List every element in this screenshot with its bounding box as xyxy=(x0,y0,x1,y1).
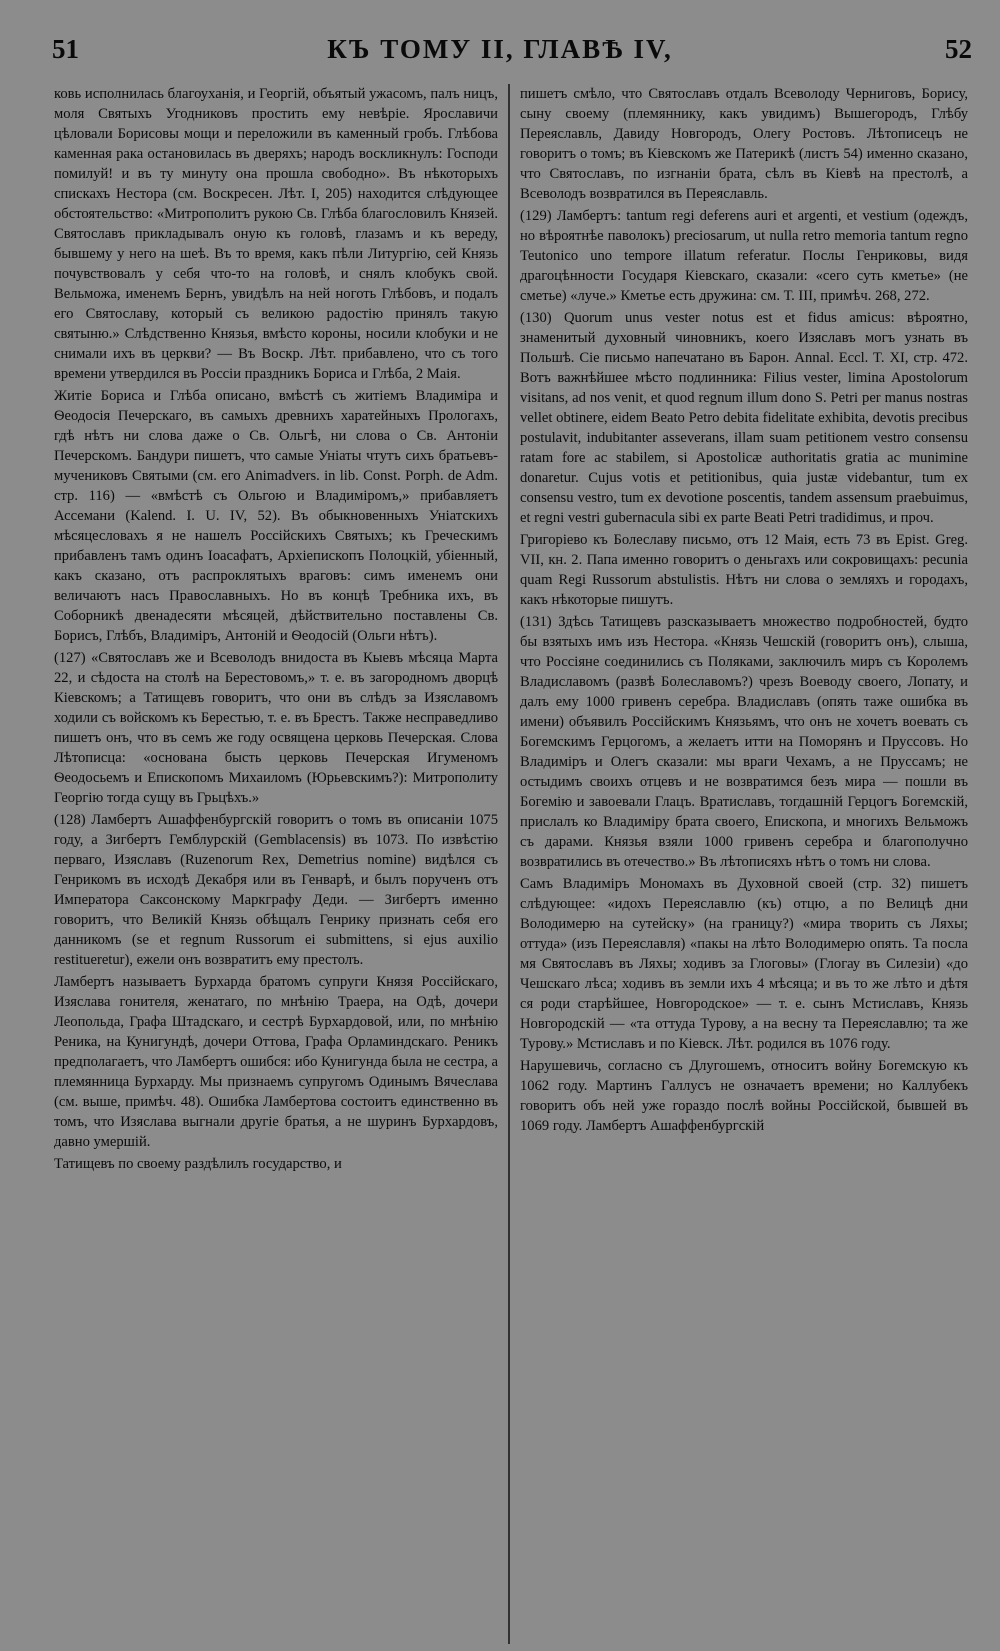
paragraph: (131) Здѣсь Татищевъ разсказываетъ множество подробностей, будто бы взятыхъ имъ изъ Нестора. «Князь Чешскій (говоритъ онъ), слыша, что Россіяне соединились съ Поляками, заключилъ миръ съ Королемъ Владиславомъ (развѣ Болеславомъ?) чрезъ Воеводу своего, Лопату, и далъ ему 1000 гривенъ серебра. Владиславъ (опять таже ошибка въ имени) объявилъ Россійскимъ Князьямъ, что онъ не хочетъ воевать съ Богемскимъ Герцогомъ, а желаетъ итти на Поморянъ и Пруссовъ. Но Владиміръ и Олегъ сказали: мы враги Чехамъ, а не Пруссамъ; не остыдимъ своихъ отцевъ и не возвратимся безъ мира — пошли въ Богемію и завоевали Глацъ. Вратиславъ, тогдашній Герцогъ Богемскій, прислалъ ко Владиміру брата своего, Епископа, и многихъ Вельможъ съ дарами. Князья взяли 1000 гривенъ серебра и благополучно возвратились въ отечество.» Въ лѣтописяхъ нѣтъ о томъ ни слова. xyxy=(520,614,968,870)
paragraph: Татищевъ по своему раздѣлилъ государство, и xyxy=(54,1156,342,1172)
left-column xyxy=(54,84,498,1644)
paragraph: (128) Ламбертъ Ашаффенбургскій говоритъ о томъ въ описаніи 1075 году, а Зигбертъ Гемблурскій (Gemblacensis) въ 1073. По извѣстію перваго, Изяславъ (Ruzenorum Rex, Demetrius nomine) видѣлся съ Генрикомъ въ исходѣ Декабря или въ Генварѣ, и былъ порученъ отъ Императора Саксонскому Маркграфу Деди. — Зигбертъ именно говоритъ, что Великій Князь обѣщалъ Генрику признать себя его данникомъ (se et regnum Russorum ei submittens, si ejus auxilio restitueretur), ежели онъ возвратитъ ему престолъ. xyxy=(54,812,498,968)
paragraph: Нарушевичь, согласно съ Длугошемъ, относитъ войну Богемскую къ 1062 году. Мартинъ Галлусъ не означаетъ времени; но Каллубекъ говоритъ объ ней уже гораздо послѣ войны Россійской, бывшей въ 1069 году. Ламбертъ Ашаффенбургскій xyxy=(520,1058,968,1134)
right-column xyxy=(520,84,968,1644)
paragraph: (129) Ламбертъ: tantum regi deferens auri et argenti, et vestium (одеждъ, но вѣроятнѣе паволокъ) preciosarum, ut nulla retro memoria tantum regno Teutonico uno tempore illatum referatur. Послы Генриковы, видя драгоцѣнности Государя Кіевскаго, сказали: «сего суть кметье» (не сметье) «луче.» Кметье есть дружина: см. Т. III, примѣч. 268, 272. xyxy=(520,208,968,304)
paragraph: Самъ Владиміръ Мономахъ въ Духовной своей (стр. 32) пишетъ слѣдующее: «идохъ Переяславлю (къ) отцю, а по Велицѣ дни Володимерю на сутейску» (на границу?) «мира творить съ Ляхы; оттуда» (изъ Переяславля) «пакы на лѣто Володимерю опять. Та посла мя Святославъ въ Ляхы; ходивъ за Глоговы» (Глогау въ Силезіи) «до Чешскаго лѣса; ходивъ въ земли ихъ 4 мѣсяца; и въ то же лѣто и дѣтя ся роди старѣйшее, Новгородское» — т. е. сынъ Мстиславъ, Князь Новгородскій — «та оттуда Турову, а на весну та Переяславлю; та же Турову.» Мстиславъ и по Кіевск. Лѣт. родился въ 1076 году. xyxy=(520,876,968,1052)
column-divider xyxy=(508,84,510,1644)
paragraph: пишетъ смѣло, что Святославъ отдалъ Всеволоду Черниговъ, Борису, сыну своему (племяннику, какъ увидимъ) Вышегородъ, Глѣбу Переяславль, Давиду Новгородъ, Олегу Ростовъ. Лѣтописецъ не говоритъ о томъ; въ Кіевскомъ же Патерикѣ (листъ 54) именно сказано, что Святославъ, по изгнаніи брата, сѣлъ въ Кіевѣ на престолѣ, а Всеволодъ возвратился въ Переяславль. xyxy=(520,86,968,202)
paragraph: ковь исполнилась благоуханія, и Георгій, объятый ужасомъ, палъ ницъ, моля Святыхъ Угодниковъ простить ему невѣріе. Ярославичи цѣловали Борисовы мощи и переложили въ каменный гробъ. Глѣбова каменная рака остановилась въ дверяхъ; народъ воскликнулъ: Господи помилуй! и въ ту минуту она прошла свободно». Въ нѣкоторыхъ спискахъ Нестора (см. Воскресен. Лѣт. I, 205) находится слѣдующее обстоятельство: «Митрополитъ рукою Св. Глѣба благословилъ Князей. Святославъ прикладывалъ оную къ головѣ, глазамъ и къ вереду, бывшему у него на шеѣ. Въ то время, какъ пѣли Литургію, сей Князь почувствовалъ у себя что-то на головѣ, и снялъ клобукъ свой. Вельможа, именемъ Бернъ, увидѣлъ на ней ноготь Глѣбовъ, и подалъ его Святославу, который съ великою радостію принялъ такую святыню.» Слѣдственно Князья, вмѣсто короны, носили клобуки и не снимали ихъ въ церкви? — Въ Воскр. Лѣт. прибавлено, что съ того времени утвердился въ Россіи праздникъ Бориса и Глѣба, 2 Маія. xyxy=(54,86,498,382)
page-number-left: 51 xyxy=(52,34,79,64)
paragraph: Ламбертъ называетъ Бурхарда братомъ супруги Князя Россійскаго, Изяслава гонителя, женатаго, по мнѣнію Траера, на Одѣ, дочери Леопольда, Графа Штадскаго, и сестрѣ Бурхардовой, или, по мнѣнію Реника, на Кунигундѣ, дочери Оттова, Графа Орламиндскаго. Реникъ предполагаетъ, что Ламбертъ ошибся: ибо Кунигунда была не сестра, а племянница Бурхарду. Мы признаемъ супругомъ Одинымъ Вячеслава (см. выше, примѣч. 48). Ошибка Ламбертова состоитъ единственно въ томъ, что Изяслава выгнали другіе братья, а не шуринъ Бурхардовъ, давно умершій. xyxy=(54,974,498,1150)
paragraph: Григоріево къ Болеславу письмо, отъ 12 Маія, есть 73 въ Epist. Greg. VII, кн. 2. Папа именно говоритъ о деньгахъ или сокровищахъ: pecunia quam Regi Russorum abstulistis. Нѣтъ ни слова о земляхъ и городахъ, какъ нѣкоторые пишутъ. xyxy=(520,532,968,608)
page-number-right: 52 xyxy=(945,34,972,64)
paragraph: (127) «Святославъ же и Всеволодъ внидоста въ Кыевъ мѣсяца Марта 22, и сѣдоста на столѣ на Берестовомъ,» т. е. въ загородномъ дворцѣ Кіевскомъ; а Татищевъ говоритъ, что они въ слѣдъ за Изяславомъ ходили съ войскомъ къ Берестью, т. е. въ Брестъ. Также несправедливо пишетъ онъ, что въ семъ же году освящена церковь Печерская. Слова Лѣтописца: «основана бысть церковь Печерская Игуменомъ Ѳеодосьемъ и Епископомъ Михаиломъ (Юрьевскимъ?): Митрополиту Георгію тогда сущу въ Грьцѣхъ.» xyxy=(54,650,498,806)
running-title: КЪ ТОМУ II, ГЛАВѢ IV, xyxy=(327,34,673,64)
page-header xyxy=(0,34,1000,74)
paragraph: Житіе Бориса и Глѣба описано, вмѣстѣ съ житіемъ Владиміра и Ѳеодосія Печерскаго, въ самыхъ древнихъ харатейныхъ Прологахъ, гдѣ нѣтъ ни слова даже о Св. Ольгѣ, ни слова о Св. Антоніи Печерскомъ. Бандури пишетъ, что самые Уніаты чтутъ сихъ братьевъ-мучениковъ Святыми (см. его Animadvers. in lib. Const. Porph. de Adm. стр. 116) — «вмѣстѣ съ Ольгою и Владиміромъ,» прибавляетъ Ассемани (Kalend. I. U. IV, 52). Въ обыкновенныхъ Уніатскихъ мѣсяцесловахъ я не нашелъ Россійскихъ Святыхъ; къ Греческимъ прибавленъ тамъ одинъ Іоасафатъ, Архіепископъ Полоцкій, убіенный, какъ сказано, отъ распроклятыхъ враговъ: симъ именемъ они величаютъ насъ Православныхъ. Но въ концѣ Требника ихъ, въ Соборникѣ двенадесяти мѣсяцей, дѣйствительно поставлены Св. Борисъ, Глѣбъ, Владиміръ, Антоній и Ѳеодосій (Ольги нѣтъ). xyxy=(54,388,498,644)
paragraph: (130) Quorum unus vester notus est et fidus amicus: вѣроятно, знаменитый духовный чиновникъ, коего Изяславъ могъ узнать въ Польшѣ. Сіе письмо напечатано въ Барон. Annal. Eccl. T. XI, стр. 472. Вотъ важнѣйшее мѣсто подлинника: Filius vester, limina Apostolorum visitans, ad nos venit, et quod regnum illum dono S. Petri per manus nostras vellet obtinere, eidem Beato Petro debita fidelitate exhibita, devotis precibus postulavit, indubitanter asseverans, illam suam petitionem vestro consensu ratam fore ac stabilem, si Apostolicæ authoritatis gratia ac munimine donaretur. Cujus votis et petitionibus, quia justæ videbantur, tum ex consensu vestro, tum ex devotione poscentis, tandem assensum praebuimus, et regni vestri gubernacula sibi ex parte Beati Petri tradidimus, и проч. xyxy=(520,310,968,526)
